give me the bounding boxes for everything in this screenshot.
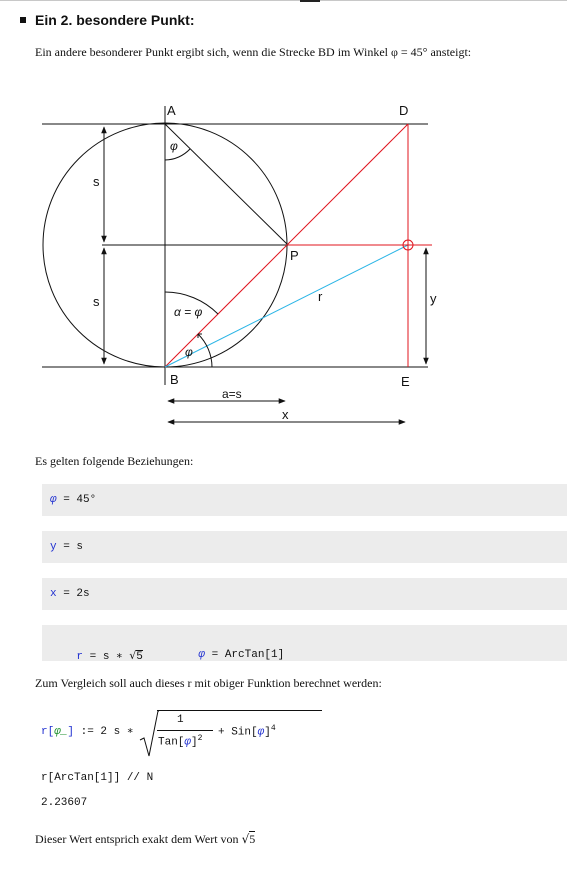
eq3-val: 2s xyxy=(76,588,90,600)
eq2-eq: = xyxy=(56,541,77,553)
label-y: y xyxy=(430,291,437,306)
eq2-val: s xyxy=(76,541,84,553)
def-den-phi: φ xyxy=(184,736,192,749)
relations-intro: Es gelten folgende Beziehungen: xyxy=(35,454,194,468)
def-plus-phi: φ xyxy=(257,726,265,739)
eq3-eq: = xyxy=(56,588,77,600)
label-phi-top: φ xyxy=(170,139,178,153)
def-assign: := 2 s ∗ xyxy=(74,726,134,738)
conclusion xyxy=(35,832,255,847)
conclusion-text: Dieser Wert entsprich exakt dem Wert von xyxy=(35,832,239,846)
eq4-var: r xyxy=(76,651,84,663)
equation-r xyxy=(42,625,567,661)
label-s-bottom: s xyxy=(93,294,100,309)
input-line xyxy=(41,772,153,784)
eq4-rhs: = ArcTan[1] xyxy=(205,649,285,661)
input-line-text: r[ArcTan[1]] // N xyxy=(41,772,154,784)
label-r: r xyxy=(318,289,323,304)
label-E: E xyxy=(401,374,410,389)
definition xyxy=(35,704,335,762)
line-AP xyxy=(165,124,288,245)
eq1-eq: = xyxy=(56,494,77,506)
conclusion-sqrt-sign: √ xyxy=(241,832,250,846)
intro-text: Ein andere besonderer Punkt ergibt sich, wenn die Strecke BD im Winkel φ = 45° ansteigt: xyxy=(35,45,472,59)
label-A: A xyxy=(167,103,176,118)
eq1-var: φ xyxy=(50,494,57,506)
label-D: D xyxy=(399,103,409,118)
equation-x xyxy=(42,578,567,610)
section-heading-text: Ein 2. besondere Punkt: xyxy=(35,12,195,28)
eq2-var: y xyxy=(50,541,57,553)
def-plus-post: ] xyxy=(264,726,271,739)
def-den-pre: Tan[ xyxy=(158,736,185,749)
conclusion-root: 5 xyxy=(249,832,256,846)
equation-phi xyxy=(42,484,567,516)
equation-y xyxy=(42,531,567,563)
def-plus-exp: 4 xyxy=(270,724,276,733)
def-head: r[ xyxy=(41,726,55,738)
def-num: 1 xyxy=(177,714,184,726)
label-phi-bottom: φ xyxy=(185,345,193,359)
eq3-var: x xyxy=(50,588,57,600)
label-x: x xyxy=(282,407,289,422)
output-line: 2.23607 xyxy=(41,797,88,809)
compare-text: Zum Vergleich soll auch dieses r mit obiger Funktion berechnet werden: xyxy=(35,676,382,690)
def-plus: + Sin[ xyxy=(218,726,258,739)
label-s-top: s xyxy=(93,174,100,189)
eq1-val: 45° xyxy=(76,494,97,506)
def-arg: φ_ xyxy=(54,726,68,738)
def-den-exp: 2 xyxy=(197,734,203,743)
sqrt-sign-large xyxy=(139,710,159,760)
eq4-root: 5 xyxy=(136,651,143,663)
eq4-mid: = s ∗ xyxy=(83,651,130,663)
def-den-post: ] xyxy=(191,736,198,749)
label-P: P xyxy=(290,248,299,263)
sqrt-sign: √ xyxy=(129,649,137,662)
label-a: a=s xyxy=(222,387,242,401)
def-close: ] xyxy=(67,726,75,738)
label-alpha: α = φ xyxy=(174,305,203,319)
eq4-phi: φ xyxy=(198,649,206,661)
label-B: B xyxy=(170,372,179,387)
